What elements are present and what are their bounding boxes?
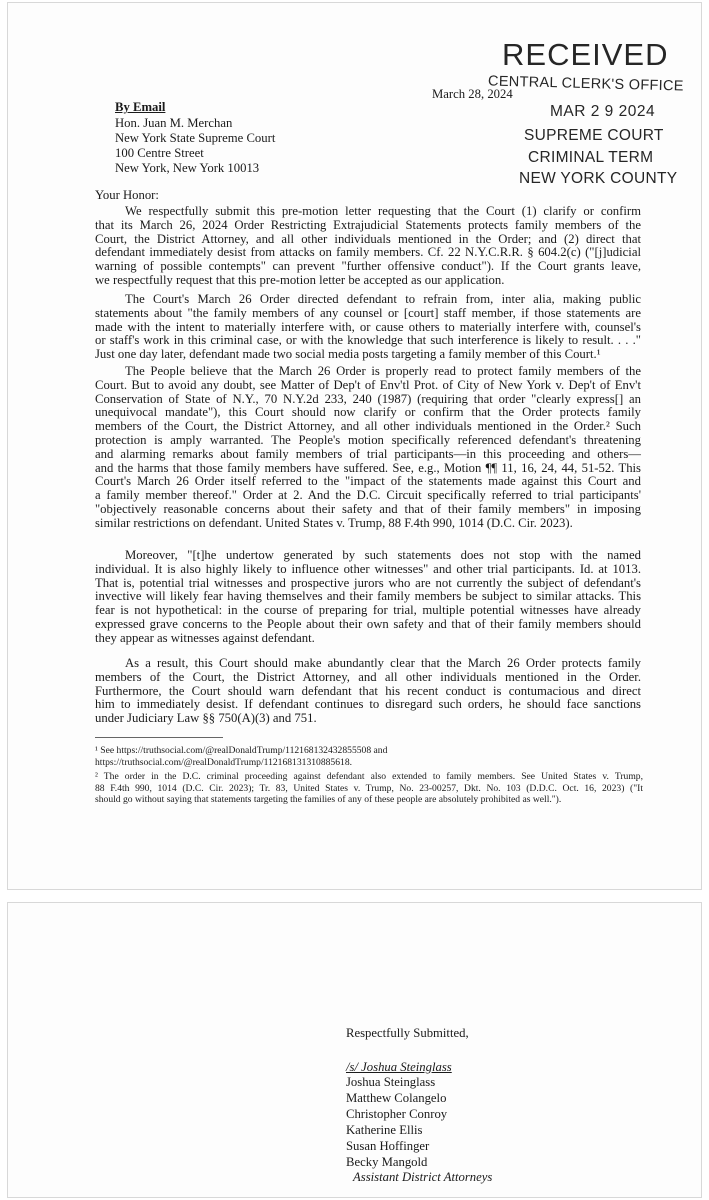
delivery-method: By Email: [115, 100, 166, 114]
text-line: Conservation of State of N.Y., 70 N.Y.2d 233, 240 (1987) (requiring that order "clearly express[] an: [95, 391, 641, 406]
signatory-name: Matthew Colangelo: [346, 1091, 447, 1105]
text-line: made with the intent to materially interfere with, or cause others to materially interfere with, counsel's: [95, 319, 641, 334]
text-line: a family member thereof." Order at 2. And the D.C. Circuit specifically referred to trial participants': [95, 488, 641, 503]
stamp-court-line: NEW YORK COUNTY: [519, 170, 678, 187]
text-line: warning of possible contempts" can prevent "further offensive conduct"). If the Court grants leave,: [95, 259, 641, 274]
text-line: Just one day later, defendant made two social media posts targeting a family member of this Court.¹: [95, 347, 601, 362]
letter-page-2: [7, 902, 702, 1198]
text-line: members of the Court, the District Attorney, and all other individuals mentioned in the Order.: [95, 669, 641, 684]
text-line: Court's March 26 Order itself referred to the "impact of the statements made against this Court and: [95, 474, 641, 489]
stamp-received: RECEIVED: [502, 37, 669, 72]
footnote-line: should go without saying that statements targeting the families of any of these people are absolutely prohibited as well.").: [95, 794, 562, 806]
signatory-name: Joshua Steinglass: [346, 1075, 436, 1089]
body-paragraph: [95, 365, 641, 531]
body-paragraph: [95, 293, 641, 362]
text-line: that its March 26, 2024 Order Restricting Extrajudicial Statements protects family members of the: [95, 217, 641, 232]
text-line: statements about "the family members of any counsel or [court] staff member, if those statements are: [95, 305, 641, 320]
stamp-court-line: CRIMINAL TERM: [528, 149, 654, 166]
footnote-line: https://truthsocial.com/@realDonaldTrump/112168131310885618.: [95, 756, 353, 768]
footnote-line: 88 F.4th 990, 1014 (D.C. Cir. 2023); Tr. 83, United States v. Trump, No. 23-00257, Dkt. No. 103 (D.D.C. Oct. 16, 2023) ("It: [95, 782, 643, 794]
letter-page-1: [7, 2, 702, 890]
text-line: him to immediately desist. If defendant continues to disregard such orders, he should face sanctions: [95, 697, 641, 712]
text-line: protection is amply warranted. The People's motion specifically referenced defendant's threatening: [95, 432, 641, 447]
text-line: Court. But to avoid any doubt, see Matter of Dep't of Env'tl Prot. of City of New York v. Dep't of Env't: [95, 377, 641, 392]
stamp-date: MAR 2 9 2024: [550, 103, 656, 120]
footnote-line: ¹ See https://truthsocial.com/@realDonaldTrump/112168132432855508 and: [95, 745, 388, 756]
closing: Respectfully Submitted,: [346, 1026, 469, 1040]
footnote: [95, 745, 643, 768]
stamp-court-line: SUPREME COURT: [524, 127, 664, 144]
stamp-clerk-office: CENTRAL CLERK'S OFFICE: [487, 73, 684, 95]
signatory-name: Susan Hoffinger: [346, 1139, 430, 1153]
text-line: "objectively reasonable concerns about their safety and that of their family members" in imposing: [95, 501, 641, 516]
signatory-name: Katherine Ellis: [346, 1123, 423, 1137]
text-line: defendant immediately desist from attacks on family members. Cf. 22 N.Y.C.R.R. § 604.2(c) ("[j]udicial: [95, 245, 641, 260]
text-line: unequivocal mandate"), this Court should now clarify or confirm that the Order protects family: [95, 405, 641, 420]
text-line: The People believe that the March 26 Order is properly read to protect family members of the: [125, 364, 641, 378]
footnote: [95, 771, 643, 806]
text-line: we respectfully request that this pre-motion letter be accepted as our application.: [95, 272, 505, 287]
footnote-line: ² The order in the D.C. criminal proceeding against defendant also extended to family members. See United States v. Trump,: [95, 771, 643, 782]
text-line: they appear as witnesses against defendant.: [95, 630, 315, 645]
text-line: members of the Court, the District Attorney, and all other individuals mentioned in the Order.² Such: [95, 419, 641, 434]
text-line: fear is not hypothetical: in the course of preparing for trial, multiple potential witnesses have already: [95, 603, 641, 618]
text-line: The Court's March 26 Order directed defendant to refrain from, inter alia, making public: [125, 292, 641, 306]
body-paragraph: [95, 657, 641, 726]
text-line: and alarming remarks about family members of trial participants—in this proceeding and others—: [95, 446, 641, 461]
text-line: individual. It is also highly likely to influence other witnesses" and other trial participants. Id. at 1013.: [95, 561, 641, 576]
body-paragraph: [95, 205, 641, 288]
text-line: That is, potential trial witnesses and prospective jurors who are not currently the subject of defendant's: [95, 575, 641, 590]
body-paragraph: [95, 549, 641, 646]
address-line: 100 Centre Street: [115, 146, 204, 160]
text-line: Moreover, "[t]he undertow generated by such statements does not stop with the named: [125, 548, 641, 562]
text-line: As a result, this Court should make abundantly clear that the March 26 Order protects family: [125, 656, 641, 670]
address-line: Hon. Juan M. Merchan: [115, 116, 233, 130]
text-line: similar restrictions on defendant. United States v. Trump, 88 F.4th 990, 1014 (D.C. Cir. 2023).: [95, 515, 573, 530]
text-line: Court, the District Attorney, and all other individuals mentioned in the Order; and (2) direct that: [95, 231, 641, 246]
text-line: or staff's work in this criminal case, or with the knowledge that such interference is likely to result. . . .": [95, 333, 641, 348]
text-line: We respectfully submit this pre-motion letter requesting that the Court (1) clarify or confirm: [125, 204, 641, 218]
address-line: New York State Supreme Court: [115, 131, 276, 145]
signatory-name: Becky Mangold: [346, 1155, 428, 1169]
text-line: expressed grave concerns to the People about their own safety and that of their family members should: [95, 616, 641, 631]
electronic-signature: /s/ Joshua Steinglass: [346, 1060, 452, 1074]
salutation: Your Honor:: [95, 188, 159, 202]
letter-date: March 28, 2024: [432, 87, 513, 101]
text-line: and the harms that those family members have suffered. See, e.g., Motion ¶¶ 11, 16, 24, 44, 51-52. This: [95, 460, 641, 475]
text-line: invective will likely fear having themselves and their family members be subject to similar attacks. This: [95, 589, 641, 604]
signatory-name: Christopher Conroy: [346, 1107, 448, 1121]
text-line: under Judiciary Law §§ 750(A)(3) and 751.: [95, 711, 317, 726]
text-line: Furthermore, the Court should warn defendant that his recent conduct is contumacious and direct: [95, 683, 641, 698]
footnote-divider: [95, 737, 223, 738]
signatory-title: Assistant District Attorneys: [353, 1170, 493, 1184]
address-line: New York, New York 10013: [115, 161, 260, 175]
